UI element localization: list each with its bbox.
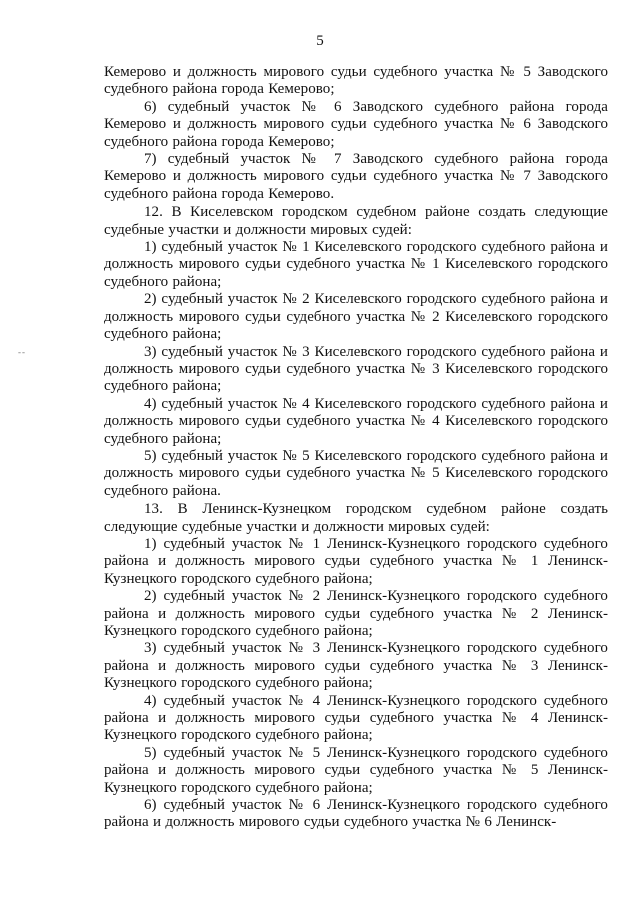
list-item-leninsk-3: 3) судебный участок № 3 Ленинск-Кузнецкого городского судебного района и должность мирового судьи судебного участка № 3 Ленинск-Кузнецкого городского судебного района; <box>104 640 608 692</box>
list-item-leninsk-5: 5) судебный участок № 5 Ленинск-Кузнецкого городского судебного района и должность мирового судьи судебного участка № 5 Ленинск-Кузнецкого городского судебного района; <box>104 744 608 796</box>
list-item-kiselevsk-5: 5) судебный участок № 5 Киселевского городского судебного района и должность мирового судьи судебного участка № 5 Киселевского городского судебного района. <box>104 447 608 499</box>
list-item-kiselevsk-4: 4) судебный участок № 4 Киселевского городского судебного района и должность мирового судьи судебного участка № 4 Киселевского городского судебного района; <box>104 395 608 447</box>
section-12-heading: 12. В Киселевском городском судебном районе создать следующие судебные участки и должности мировых судей: <box>104 204 608 238</box>
list-item-kiselevsk-2: 2) судебный участок № 2 Киселевского городского судебного района и должность мирового судьи судебного участка № 2 Киселевского городского судебного района; <box>104 291 608 343</box>
margin-mark: -- <box>18 347 26 357</box>
section-13-heading: 13. В Ленинск-Кузнецком городском судебном районе создать следующие судебные участки и должности мировых судей: <box>104 501 608 535</box>
document-body <box>104 64 608 832</box>
list-item-zavodskoy-6: 6) судебный участок № 6 Заводского судебного района города Кемерово и должность мирового судьи судебного участка № 6 Заводского судебного района города Кемерово; <box>104 98 608 150</box>
paragraph-continuation: Кемерово и должность мирового судьи судебного участка № 5 Заводского судебного района города Кемерово; <box>104 64 608 98</box>
list-item-zavodskoy-7: 7) судебный участок № 7 Заводского судебного района города Кемерово и должность мирового судьи судебного участка № 7 Заводского судебного района города Кемерово. <box>104 151 608 202</box>
list-item-leninsk-1: 1) судебный участок № 1 Ленинск-Кузнецкого городского судебного района и должность мирового судьи судебного участка № 1 Ленинск-Кузнецкого городского судебного района; <box>104 535 608 587</box>
list-item-kiselevsk-3: 3) судебный участок № 3 Киселевского городского судебного района и должность мирового судьи судебного участка № 3 Киселевского городского судебного района; <box>104 343 608 395</box>
page-number: 5 <box>316 33 324 49</box>
list-item-kiselevsk-1: 1) судебный участок № 1 Киселевского городского судебного района и должность мирового судьи судебного участка № 1 Киселевского городского судебного района; <box>104 239 608 290</box>
list-item-leninsk-2: 2) судебный участок № 2 Ленинск-Кузнецкого городского судебного района и должность мирового судьи судебного участка № 2 Ленинск-Кузнецкого городского судебного района; <box>104 588 608 639</box>
list-item-leninsk-4: 4) судебный участок № 4 Ленинск-Кузнецкого городского судебного района и должность мирового судьи судебного участка № 4 Ленинск-Кузнецкого городского судебного района; <box>104 692 608 744</box>
list-item-leninsk-6: 6) судебный участок № 6 Ленинск-Кузнецкого городского судебного района и должность мирового судьи судебного участка № 6 Ленинск- <box>104 797 608 831</box>
